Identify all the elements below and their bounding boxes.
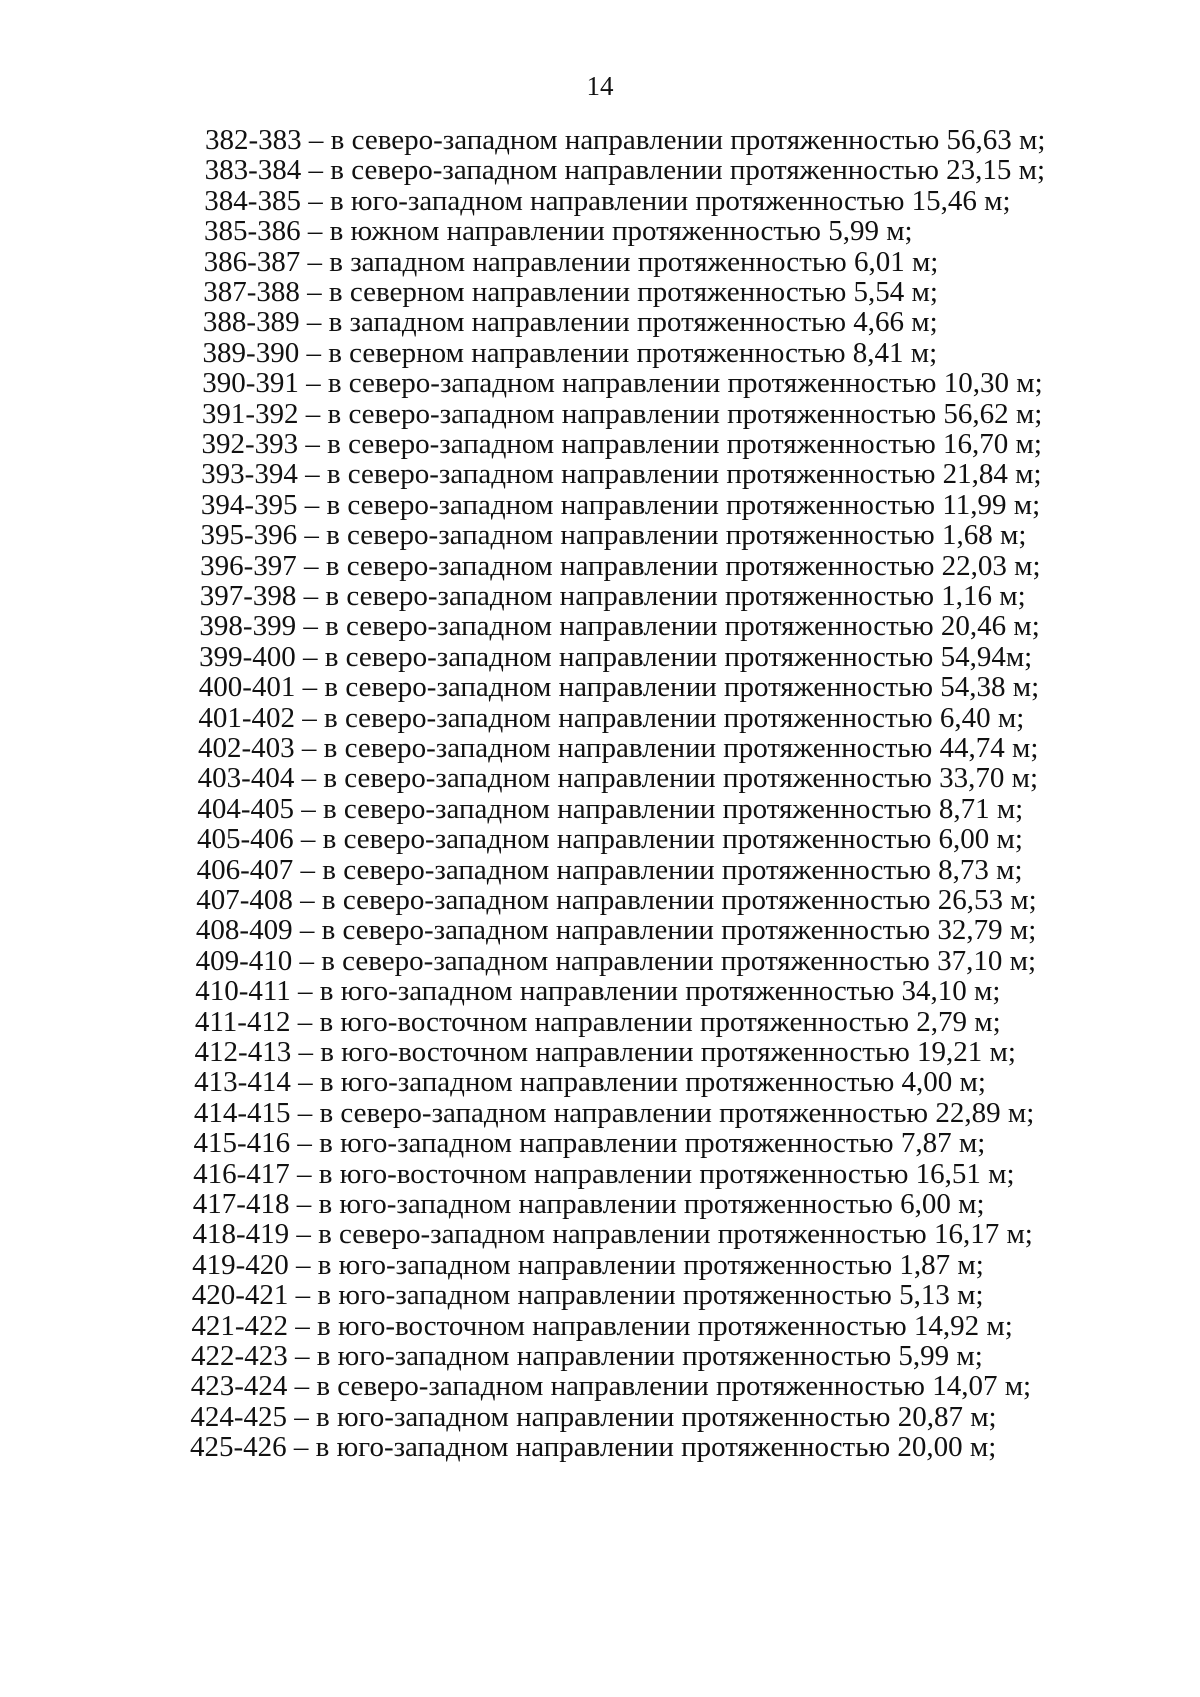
boundary-segment-line: 390-391 – в северо-западном направлении протяженностью 10,30 м; xyxy=(202,367,1043,400)
boundary-segment-line: 405-406 – в северо-западном направлении протяженностью 6,00 м; xyxy=(196,823,1023,856)
boundary-segment-line: 424-425 – в юго-западном направлении протяженностью 20,87 м; xyxy=(190,1400,997,1433)
boundary-segment-line: 419-420 – в юго-западном направлении протяженностью 1,87 м; xyxy=(192,1248,984,1281)
boundary-segment-line: 412-413 – в юго-восточном направлении протяженностью 19,21 м; xyxy=(194,1036,1016,1068)
boundary-segment-line: 397-398 – в северо-западном направлении протяженностью 1,16 м; xyxy=(199,580,1026,612)
boundary-segment-line: 423-424 – в северо-западном направлении протяженностью 14,07 м; xyxy=(190,1370,1032,1403)
boundary-segment-line: 422-423 – в юго-западном направлении протяженностью 5,99 м; xyxy=(191,1340,983,1372)
boundary-segment-line: 384-385 – в юго-западном направлении протяженностью 15,46 м; xyxy=(204,184,1011,217)
boundary-segment-line: 388-389 – в западном направлении протяженностью 4,66 м; xyxy=(202,306,938,339)
boundary-segment-line: 383-384 – в северо-западном направлении протяженностью 23,15 м; xyxy=(204,154,1046,187)
boundary-segment-line: 392-393 – в северо-западном направлении протяженностью 16,70 м; xyxy=(201,428,1042,460)
boundary-segment-line: 402-403 – в северо-западном направлении протяженностью 44,74 м; xyxy=(198,732,1039,764)
boundary-segment-line: 408-409 – в северо-западном направлении протяженностью 32,79 м; xyxy=(195,914,1037,947)
boundary-segment-line: 407-408 – в северо-западном направлении протяженностью 26,53 м; xyxy=(196,884,1037,916)
boundary-segment-line: 421-422 – в юго-восточном направлении протяженностью 14,92 м; xyxy=(191,1309,1013,1342)
boundary-segment-line: 401-402 – в северо-западном направлении протяженностью 6,40 м; xyxy=(198,701,1025,734)
boundary-segment-line: 413-414 – в юго-западном направлении протяженностью 4,00 м; xyxy=(194,1066,986,1099)
boundary-segment-line: 415-416 – в юго-западном направлении протяженностью 7,87 м; xyxy=(193,1127,986,1160)
boundary-segment-line: 385-386 – в южном направлении протяженностью 5,99 м; xyxy=(203,215,913,248)
boundary-segment-line: 389-390 – в северном направлении протяженностью 8,41 м; xyxy=(202,336,938,369)
boundary-segment-line: 386-387 – в западном направлении протяженностью 6,01 м; xyxy=(203,245,939,278)
boundary-segment-line: 394-395 – в северо-западном направлении протяженностью 11,99 м; xyxy=(200,488,1041,521)
boundary-segment-line: 395-396 – в северо-западном направлении протяженностью 1,68 м; xyxy=(200,519,1027,552)
boundary-segment-line: 420-421 – в юго-западном направлении протяженностью 5,13 м; xyxy=(191,1279,984,1312)
boundary-segment-line: 396-397 – в северо-западном направлении протяженностью 22,03 м; xyxy=(200,549,1041,582)
boundary-segment-line: 404-405 – в северо-западном направлении протяженностью 8,71 м; xyxy=(197,792,1024,825)
boundary-segment-line: 414-415 – в северо-западном направлении протяженностью 22,89 м; xyxy=(193,1096,1035,1129)
boundary-segment-line: 391-392 – в северо-западном направлении протяженностью 56,62 м; xyxy=(201,397,1043,430)
boundary-segment-line: 416-417 – в юго-восточном направлении протяженностью 16,51 м; xyxy=(193,1157,1015,1190)
boundary-segment-line: 409-410 – в северо-западном направлении протяженностью 37,10 м; xyxy=(195,944,1036,977)
boundary-segment-line: 411-412 – в юго-восточном направлении протяженностью 2,79 м; xyxy=(194,1005,1001,1038)
boundary-segment-line: 410-411 – в юго-западном направлении протяженностью 34,10 м; xyxy=(195,975,1001,1008)
boundary-segment-line: 403-404 – в северо-западном направлении протяженностью 33,70 м; xyxy=(197,762,1039,795)
boundary-segment-line: 425-426 – в юго-западном направлении протяженностью 20,00 м; xyxy=(190,1431,997,1464)
page-number: 14 xyxy=(586,71,614,101)
boundary-segment-line: 399-400 – в северо-западном направлении протяженностью 54,94м; xyxy=(199,640,1033,673)
boundary-segment-line: 387-388 – в северном направлении протяженностью 5,54 м; xyxy=(203,276,938,308)
boundary-segment-line: 382-383 – в северо-западном направлении протяженностью 56,63 м; xyxy=(205,124,1046,156)
boundary-segment-line: 417-418 – в юго-западном направлении протяженностью 6,00 м; xyxy=(192,1188,985,1220)
boundary-segment-line: 418-419 – в северо-западном направлении протяженностью 16,17 м; xyxy=(192,1218,1033,1251)
boundary-segment-line: 393-394 – в северо-западном направлении протяженностью 21,84 м; xyxy=(201,458,1042,491)
boundary-segment-line: 406-407 – в северо-западном направлении протяженностью 8,73 м; xyxy=(196,853,1023,886)
boundary-segment-line: 400-401 – в северо-западном направлении протяженностью 54,38 м; xyxy=(198,671,1040,704)
boundary-segment-line: 398-399 – в северо-западном направлении протяженностью 20,46 м; xyxy=(199,610,1040,643)
